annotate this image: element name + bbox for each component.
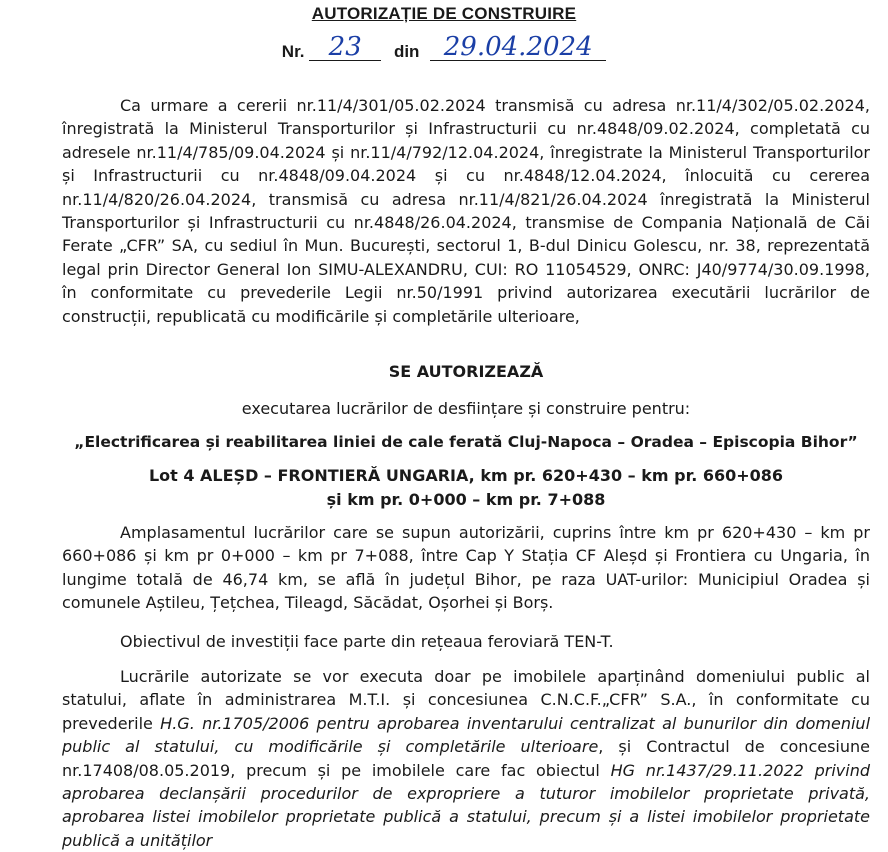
- intro-paragraph: Ca urmare a cererii nr.11/4/301/05.02.2024 transmisă cu adresa nr.11/4/302/05.02.2024, înregistrată la Ministerul Transporturilor și Infrastructurii cu nr.4848/09.02.2024, completată cu adresele nr.11/4/785/09.04.2024 și nr.11/4/792/12.04.2024, înregistrate la Ministerul Transporturilor și Infrastructurii cu nr.4848/09.04.2024 și cu nr.4848/12.04.2024, înlocuită cu cererea nr.11/4/820/26.04.2024, transmisă cu adresa nr.11/4/821/26.04.2024 înregistrată la Ministerul Transporturilor și Infrastructurii cu nr.4848/26.04.2024, transmise de Compania Națională de Căi Ferate „CFR” SA, cu sediul în Mun. București, sectorul 1, B-dul Dinicu Golescu, nr. 38, reprezentată legal prin Director General Ion SIMU-ALEXANDRU, CUI: RO 11054529, ONRC: J40/9774/30.09.1998, în conformitate cu prevederile Legii nr.50/1991 privind autorizarea executării lucrărilor de construcții, republicată cu modificările și completările ulterioare,: [62, 96, 870, 326]
- works-hg-1437-reference: HG nr.1437/29.11.2022 privind aprobarea declanșării procedurilor de expropriere a tuturor imobilelor proprietate privată, aprobarea listei imobilelor proprietate publică a statului, precum și a listei imobilelor proprietate publică a unităților: [62, 760, 870, 850]
- date-label: din: [393, 42, 420, 61]
- works-text-part-2: , și Contractul de concesiune nr.17408/08.05.2019, precum și pe imobilele care fac obiectul: [62, 737, 870, 780]
- project-title: „Electrificarea și reabilitarea liniei de cale ferată Cluj-Napoca – Oradea – Episcopia Bihor”: [74, 433, 858, 451]
- document-title: AUTORIZAȚIE DE CONSTRUIRE: [311, 4, 577, 23]
- document-number-line: [0, 34, 888, 62]
- handwritten-date: 29.04.2024: [430, 34, 606, 61]
- handwritten-number: 23: [309, 34, 381, 61]
- location-paragraph: Amplasamentul lucrărilor care se supun autorizării, cuprins între km pr 620+430 – km pr 660+086 și km pr 0+000 – km pr 7+088, între Cap Y Stația CF Aleșd și Frontiera cu Ungaria, în lungime totală de 46,74 km, se află în județul Bihor, pe raza UAT-urilor: Municipiul Oradea și comunele Aștileu, Țețchea, Tileagd, Săcădat, Oșorhei și Borș.: [62, 523, 870, 613]
- lot-line-1: Lot 4 ALEȘD – FRONTIERĂ UNGARIA, km pr. 620+430 – km pr. 660+086: [148, 466, 784, 485]
- authorizes-heading: SE AUTORIZEAZĂ: [388, 362, 544, 381]
- works-hg-1705-reference: H.G. nr.1705/2006 pentru aprobarea inventarului centralizat al bunurilor din domeniul public al statului, cu modificările și completările ulterioare: [62, 713, 871, 757]
- works-text-part-1: Lucrările autorizate se vor executa doar pe imobilele aparținând domeniului public al statului, aflate în administrarea M.T.I. și concesiunea C.N.C.F.„CFR” S.A., în conformitate cu prevederile: [62, 667, 870, 733]
- objective-paragraph: Obiectivul de investiții face parte din rețeaua feroviară TEN-T.: [120, 632, 614, 651]
- lot-line-2: și km pr. 0+000 – km pr. 7+088: [326, 490, 606, 509]
- execution-line: executarea lucrărilor de desființare și construire pentru:: [241, 399, 691, 418]
- number-label: Nr.: [281, 42, 305, 61]
- works-paragraph: [62, 665, 870, 852]
